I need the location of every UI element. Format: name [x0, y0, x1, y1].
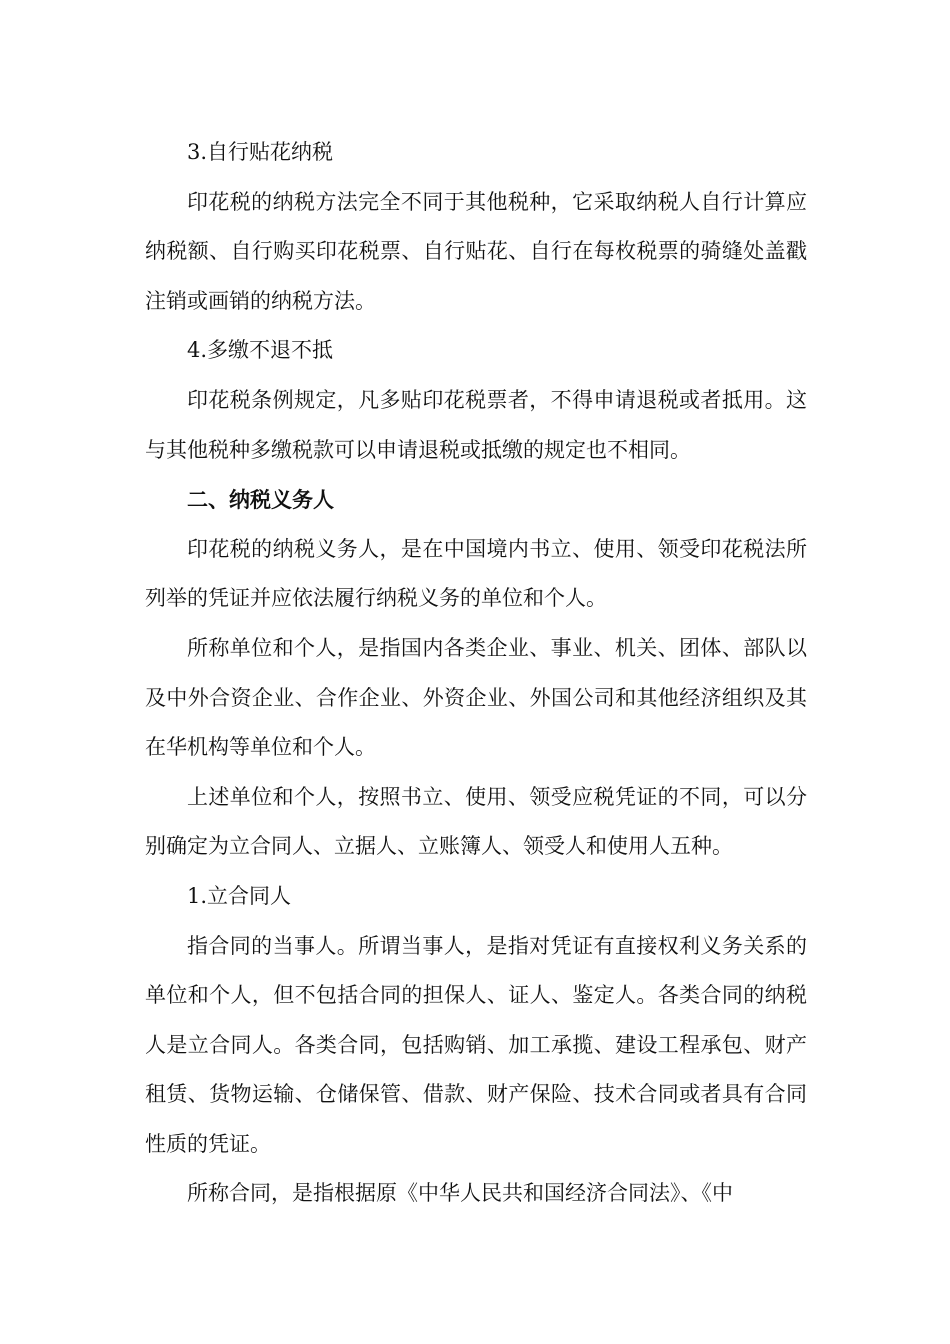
subheading-contract-party: 1.立合同人: [187, 883, 292, 908]
document-body: [145, 128, 807, 1219]
subheading-no-refund: 4.多缴不退不抵: [187, 338, 334, 363]
section-heading-taxpayer: 二、纳税义务人: [187, 487, 334, 513]
subheading-self-stamping: 3.自行贴花纳税: [187, 140, 334, 164]
paragraph-five-types: 上述单位和个人，按照书立、使用、领受应税凭证的不同，可以分别确定为立合同人、立据人、立账簿人、领受人和使用人五种。: [145, 784, 807, 859]
paragraph-taxpayer-definition: 印花税的纳税义务人，是在中国境内书立、使用、领受印花税法所列举的凭证并应依法履行纳税义务的单位和个人。: [145, 536, 807, 611]
paragraph-contract-definition: 所称合同，是指根据原《中华人民共和国经济合同法》、《中: [187, 1181, 733, 1206]
paragraph-no-refund: 印花税条例规定，凡多贴印花税票者，不得申请退税或者抵用。这与其他税种多缴税款可以申请退税或抵缴的规定也不相同。: [145, 387, 807, 462]
paragraph-stamping-method: 印花税的纳税方法完全不同于其他税种，它采取纳税人自行计算应纳税额、自行购买印花税票、自行贴花、自行在每枚税票的骑缝处盖戳注销或画销的纳税方法。: [145, 189, 807, 313]
paragraph-units-individuals: 所称单位和个人，是指国内各类企业、事业、机关、团体、部队以及中外合资企业、合作企业、外资企业、外国公司和其他经济组织及其在华机构等单位和个人。: [145, 635, 807, 760]
paragraph-contract-party: 指合同的当事人。所谓当事人，是指对凭证有直接权利义务关系的单位和个人，但不包括合同的担保人、证人、鉴定人。各类合同的纳税人是立合同人。各类合同，包括购销、加工承揽、建设工程承包、财产租赁、货物运输、仓储保管、借款、财产保险、技术合同或者具有合同性质的凭证。: [145, 933, 807, 1156]
